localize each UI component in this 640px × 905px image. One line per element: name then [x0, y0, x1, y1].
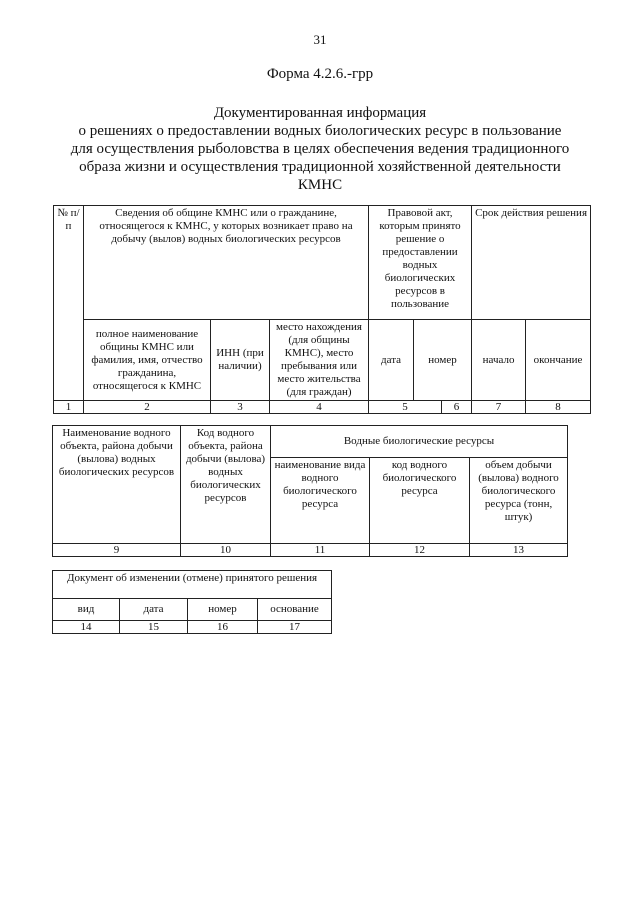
- subheader-species-name: наименование вида водного биологического ресурса: [271, 458, 370, 544]
- column-number: 14: [53, 621, 120, 634]
- table-water-resources: [52, 425, 568, 557]
- column-number: 15: [120, 621, 188, 634]
- header-number: № п/п: [54, 206, 84, 401]
- subheader-type: вид: [53, 599, 120, 621]
- title-line: КМНС: [297, 177, 343, 193]
- subheader-basis: основание: [258, 599, 332, 621]
- subheader-resource-code: код водного биологического ресурса: [370, 458, 470, 544]
- header-water-object-code: Код водного объекта, района добычи (вылова) водных биологических ресурсов: [181, 426, 271, 544]
- column-number: 4: [270, 401, 369, 414]
- column-number: 12: [370, 544, 470, 557]
- column-number: 7: [472, 401, 526, 414]
- page-number: 31: [313, 32, 327, 47]
- header-water-object-name: Наименование водного объекта, района добычи (вылова) водных биологических ресурсов: [53, 426, 181, 544]
- column-number: 8: [526, 401, 591, 414]
- column-number: 17: [258, 621, 332, 634]
- subheader-catch-volume: объем добычи (вылова) водного биологического ресурса (тонн, штук): [470, 458, 568, 544]
- header-kmns-info: Сведения об общине КМНС или о гражданине, относящегося к КМНС, у которых возникает право на добычу (вылов) водных биологических ресурсов: [84, 206, 369, 320]
- column-number: 1: [54, 401, 84, 414]
- subheader-location: место нахождения (для общины КМНС), место пребывания или место жительства (для граждан): [270, 320, 369, 401]
- subheader-number: номер: [414, 320, 472, 401]
- document-title: [60, 104, 580, 194]
- subheader-number: номер: [188, 599, 258, 621]
- column-number: 3: [211, 401, 270, 414]
- column-number: 6: [442, 401, 472, 414]
- header-bio-resources: Водные биологические ресурсы: [271, 426, 568, 458]
- column-number: 13: [470, 544, 568, 557]
- subheader-full-name: полное наименование общины КМНС или фамилия, имя, отчество гражданина, относящегося к КМНС: [84, 320, 211, 401]
- table-change-document: [52, 570, 332, 634]
- header-validity: Срок действия решения: [472, 206, 591, 320]
- table-decision-info: [53, 205, 591, 414]
- subheader-end: окончание: [526, 320, 591, 401]
- column-number: 10: [181, 544, 271, 557]
- subheader-start: начало: [472, 320, 526, 401]
- header-legal-act: Правовой акт, которым принято решение о предоставлении водных биологических ресурсов в пользование: [369, 206, 472, 320]
- column-number: 2: [84, 401, 211, 414]
- header-change-document: Документ об изменении (отмене) принятого решения: [53, 571, 332, 599]
- column-number: 9: [53, 544, 181, 557]
- title-line: о решениях о предоставлении водных биологических ресурс в пользование: [78, 123, 562, 139]
- column-number: 16: [188, 621, 258, 634]
- title-line: Документированная информация: [213, 105, 427, 121]
- subheader-date: дата: [120, 599, 188, 621]
- form-label: Форма 4.2.6.-грр: [266, 66, 374, 82]
- subheader-inn: ИНН (при наличии): [211, 320, 270, 401]
- column-number: 5: [369, 401, 442, 414]
- column-number: 11: [271, 544, 370, 557]
- title-line: образа жизни и осуществления традиционной хозяйственной деятельности: [79, 159, 561, 175]
- subheader-date: дата: [369, 320, 414, 401]
- title-line: для осуществления рыболовства в целях обеспечения ведения традиционного: [70, 141, 570, 157]
